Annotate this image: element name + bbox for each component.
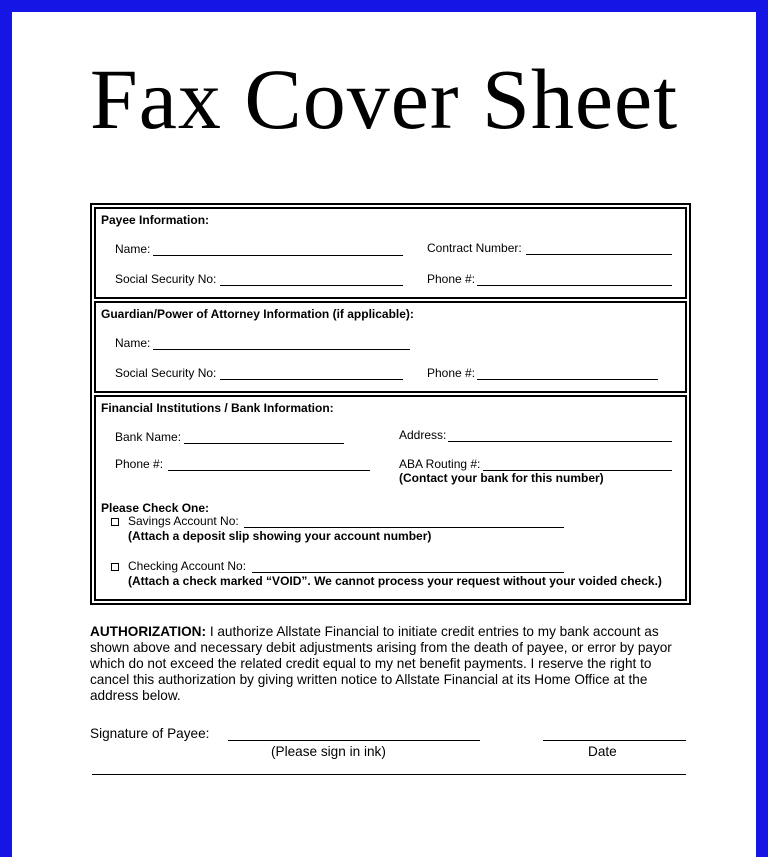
- guardian-name-label: Name:: [115, 336, 151, 350]
- authorization-heading: AUTHORIZATION:: [90, 624, 207, 639]
- payee-ssn-label: Social Security No:: [115, 272, 217, 286]
- payee-name-field[interactable]: [153, 255, 403, 256]
- bank-phone-field[interactable]: [168, 470, 370, 471]
- bank-address-field[interactable]: [448, 441, 672, 442]
- date-label: Date: [588, 744, 617, 759]
- payee-ssn-field[interactable]: [220, 285, 403, 286]
- payee-section: [94, 207, 687, 299]
- bank-name-label: Bank Name:: [115, 430, 182, 444]
- bank-aba-label: ABA Routing #:: [399, 457, 481, 471]
- signature-field[interactable]: [228, 740, 480, 741]
- payee-contract-label: Contract Number:: [427, 241, 522, 255]
- payee-phone-field[interactable]: [477, 285, 672, 286]
- payee-phone-label: Phone #:: [427, 272, 476, 286]
- savings-label: Savings Account No:: [128, 514, 239, 528]
- guardian-header: Guardian/Power of Attorney Information (if applicable):: [101, 307, 414, 321]
- check-one-label: Please Check One:: [101, 501, 210, 515]
- bank-name-field[interactable]: [184, 443, 344, 444]
- bank-section: [94, 395, 687, 601]
- savings-account-field[interactable]: [244, 527, 564, 528]
- signature-label: Signature of Payee:: [90, 726, 210, 741]
- savings-checkbox[interactable]: [111, 518, 119, 526]
- date-field[interactable]: [543, 740, 686, 741]
- form-table: [90, 203, 691, 605]
- page-title: Fax Cover Sheet: [89, 51, 679, 147]
- checking-label: Checking Account No:: [128, 559, 247, 573]
- payee-header: Payee Information:: [101, 213, 210, 227]
- checking-account-field[interactable]: [252, 572, 564, 573]
- guardian-ssn-field[interactable]: [220, 379, 403, 380]
- authorization-text: I authorize Allstate Financial to initiate credit entries to my bank account as shown above and necessary debit adjustments arising from the death of payee, or error by payor which do not exceed the related credit equal to my net benefit payments. I reserve the right to cancel this authorization by giving written notice to Allstate Financial at its Home Office at the address below.: [90, 624, 672, 703]
- payee-contract-field[interactable]: [526, 254, 672, 255]
- guardian-ssn-label: Social Security No:: [115, 366, 217, 380]
- guardian-phone-field[interactable]: [477, 379, 658, 380]
- bottom-rule: [92, 774, 686, 775]
- savings-note: (Attach a deposit slip showing your account number): [128, 529, 432, 543]
- authorization-paragraph: [90, 624, 680, 704]
- signature-hint: (Please sign in ink): [271, 744, 386, 759]
- bank-aba-note: (Contact your bank for this number): [399, 471, 604, 485]
- bank-header: Financial Institutions / Bank Information:: [101, 401, 334, 415]
- payee-name-label: Name:: [115, 242, 151, 256]
- checking-note: (Attach a check marked “VOID”. We cannot process your request without your voided check.): [128, 574, 662, 588]
- bank-phone-label: Phone #:: [115, 457, 164, 471]
- guardian-section: [94, 301, 687, 393]
- checking-checkbox[interactable]: [111, 563, 119, 571]
- guardian-name-field[interactable]: [153, 349, 410, 350]
- guardian-phone-label: Phone #:: [427, 366, 476, 380]
- bank-address-label: Address:: [399, 428, 447, 442]
